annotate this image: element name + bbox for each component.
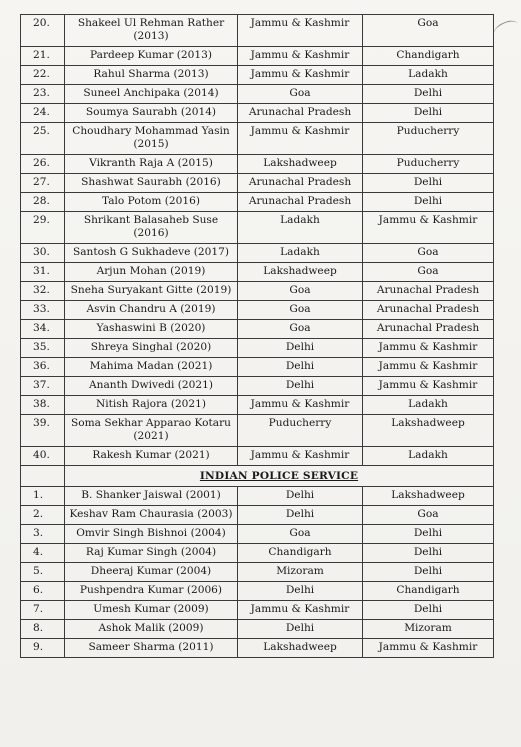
to-cadre-cell: Jammu & Kashmir	[363, 639, 494, 658]
from-cadre-cell: Arunachal Pradesh	[238, 174, 363, 193]
section-header-row	[21, 466, 494, 487]
from-cadre-cell: Delhi	[238, 620, 363, 639]
serial-number-cell: 33.	[21, 301, 65, 320]
to-cadre-cell: Delhi	[363, 85, 494, 104]
to-cadre-cell: Goa	[363, 263, 494, 282]
serial-number-cell: 39.	[21, 415, 65, 447]
officer-name-cell: Omvir Singh Bishnoi (2004)	[65, 525, 238, 544]
officer-name-cell: Rahul Sharma (2013)	[65, 66, 238, 85]
officer-name-cell: Soumya Saurabh (2014)	[65, 104, 238, 123]
to-cadre-cell: Mizoram	[363, 620, 494, 639]
table-row	[21, 415, 494, 447]
table-row	[21, 620, 494, 639]
serial-number-cell: 20.	[21, 15, 65, 47]
from-cadre-cell: Delhi	[238, 358, 363, 377]
table-row	[21, 544, 494, 563]
table-row	[21, 104, 494, 123]
serial-number-cell: 9.	[21, 639, 65, 658]
to-cadre-cell: Delhi	[363, 544, 494, 563]
to-cadre-cell: Puducherry	[363, 155, 494, 174]
table-row	[21, 15, 494, 47]
officer-name-cell: Ananth Dwivedi (2021)	[65, 377, 238, 396]
table-row	[21, 244, 494, 263]
serial-number-cell: 29.	[21, 212, 65, 244]
to-cadre-cell: Puducherry	[363, 123, 494, 155]
table-row	[21, 339, 494, 358]
to-cadre-cell: Chandigarh	[363, 47, 494, 66]
table-row	[21, 377, 494, 396]
officer-name-cell: Mahima Madan (2021)	[65, 358, 238, 377]
from-cadre-cell: Lakshadweep	[238, 263, 363, 282]
table-row	[21, 282, 494, 301]
to-cadre-cell: Ladakh	[363, 66, 494, 85]
officer-name-cell: Shakeel Ul Rehman Rather (2013)	[65, 15, 238, 47]
officer-name-cell: Suneel Anchipaka (2014)	[65, 85, 238, 104]
serial-number-cell: 3.	[21, 525, 65, 544]
serial-number-cell: 25.	[21, 123, 65, 155]
from-cadre-cell: Delhi	[238, 377, 363, 396]
to-cadre-cell: Ladakh	[363, 396, 494, 415]
serial-number-cell: 26.	[21, 155, 65, 174]
section-blank-cell	[21, 466, 65, 487]
serial-number-cell: 27.	[21, 174, 65, 193]
serial-number-cell: 22.	[21, 66, 65, 85]
to-cadre-cell: Delhi	[363, 601, 494, 620]
table-row	[21, 174, 494, 193]
officer-name-cell: Nitish Rajora (2021)	[65, 396, 238, 415]
to-cadre-cell: Delhi	[363, 193, 494, 212]
from-cadre-cell: Ladakh	[238, 244, 363, 263]
table-row	[21, 601, 494, 620]
from-cadre-cell: Goa	[238, 301, 363, 320]
from-cadre-cell: Jammu & Kashmir	[238, 601, 363, 620]
serial-number-cell: 35.	[21, 339, 65, 358]
from-cadre-cell: Delhi	[238, 506, 363, 525]
serial-number-cell: 34.	[21, 320, 65, 339]
from-cadre-cell: Ladakh	[238, 212, 363, 244]
from-cadre-cell: Jammu & Kashmir	[238, 47, 363, 66]
to-cadre-cell: Delhi	[363, 104, 494, 123]
officer-name-cell: Pushpendra Kumar (2006)	[65, 582, 238, 601]
to-cadre-cell: Arunachal Pradesh	[363, 320, 494, 339]
to-cadre-cell: Lakshadweep	[363, 487, 494, 506]
to-cadre-cell: Jammu & Kashmir	[363, 377, 494, 396]
officer-name-cell: Ashok Malik (2009)	[65, 620, 238, 639]
from-cadre-cell: Arunachal Pradesh	[238, 104, 363, 123]
table-row	[21, 155, 494, 174]
table-row	[21, 447, 494, 466]
serial-number-cell: 8.	[21, 620, 65, 639]
table-row	[21, 487, 494, 506]
to-cadre-cell: Delhi	[363, 525, 494, 544]
from-cadre-cell: Goa	[238, 282, 363, 301]
to-cadre-cell: Ladakh	[363, 447, 494, 466]
officer-name-cell: Talo Potom (2016)	[65, 193, 238, 212]
from-cadre-cell: Goa	[238, 525, 363, 544]
officer-name-cell: Yashaswini B (2020)	[65, 320, 238, 339]
to-cadre-cell: Delhi	[363, 563, 494, 582]
ips-rows	[21, 487, 494, 658]
to-cadre-cell: Delhi	[363, 174, 494, 193]
table-row	[21, 563, 494, 582]
serial-number-cell: 38.	[21, 396, 65, 415]
from-cadre-cell: Arunachal Pradesh	[238, 193, 363, 212]
table-row	[21, 212, 494, 244]
table-row	[21, 193, 494, 212]
table-row	[21, 396, 494, 415]
serial-number-cell: 1.	[21, 487, 65, 506]
serial-number-cell: 30.	[21, 244, 65, 263]
from-cadre-cell: Jammu & Kashmir	[238, 447, 363, 466]
table-row	[21, 123, 494, 155]
serial-number-cell: 23.	[21, 85, 65, 104]
officer-name-cell: Sameer Sharma (2011)	[65, 639, 238, 658]
serial-number-cell: 37.	[21, 377, 65, 396]
table-row	[21, 639, 494, 658]
section-title: INDIAN POLICE SERVICE	[199, 470, 359, 482]
from-cadre-cell: Puducherry	[238, 415, 363, 447]
officer-name-cell: Sneha Suryakant Gitte (2019)	[65, 282, 238, 301]
serial-number-cell: 6.	[21, 582, 65, 601]
table-row	[21, 85, 494, 104]
from-cadre-cell: Goa	[238, 320, 363, 339]
officer-name-cell: Keshav Ram Chaurasia (2003)	[65, 506, 238, 525]
officer-name-cell: Raj Kumar Singh (2004)	[65, 544, 238, 563]
to-cadre-cell: Lakshadweep	[363, 415, 494, 447]
section-title-cell	[65, 466, 494, 487]
serial-number-cell: 24.	[21, 104, 65, 123]
from-cadre-cell: Mizoram	[238, 563, 363, 582]
officer-name-cell: Shreya Singhal (2020)	[65, 339, 238, 358]
from-cadre-cell: Jammu & Kashmir	[238, 396, 363, 415]
serial-number-cell: 5.	[21, 563, 65, 582]
from-cadre-cell: Lakshadweep	[238, 155, 363, 174]
serial-number-cell: 2.	[21, 506, 65, 525]
to-cadre-cell: Goa	[363, 15, 494, 47]
serial-number-cell: 21.	[21, 47, 65, 66]
serial-number-cell: 7.	[21, 601, 65, 620]
to-cadre-cell: Jammu & Kashmir	[363, 212, 494, 244]
to-cadre-cell: Arunachal Pradesh	[363, 282, 494, 301]
serial-number-cell: 40.	[21, 447, 65, 466]
officer-name-cell: Pardeep Kumar (2013)	[65, 47, 238, 66]
officer-name-cell: Arjun Mohan (2019)	[65, 263, 238, 282]
from-cadre-cell: Jammu & Kashmir	[238, 66, 363, 85]
table-row	[21, 525, 494, 544]
table-row	[21, 301, 494, 320]
officer-name-cell: B. Shanker Jaiswal (2001)	[65, 487, 238, 506]
table-row	[21, 47, 494, 66]
to-cadre-cell: Goa	[363, 506, 494, 525]
to-cadre-cell: Goa	[363, 244, 494, 263]
serial-number-cell: 36.	[21, 358, 65, 377]
from-cadre-cell: Delhi	[238, 339, 363, 358]
officer-name-cell: Santosh G Sukhadeve (2017)	[65, 244, 238, 263]
serial-number-cell: 31.	[21, 263, 65, 282]
table-row	[21, 358, 494, 377]
officer-name-cell: Shashwat Saurabh (2016)	[65, 174, 238, 193]
to-cadre-cell: Chandigarh	[363, 582, 494, 601]
serial-number-cell: 32.	[21, 282, 65, 301]
serial-number-cell: 28.	[21, 193, 65, 212]
table-row	[21, 506, 494, 525]
officer-name-cell: Umesh Kumar (2009)	[65, 601, 238, 620]
from-cadre-cell: Goa	[238, 85, 363, 104]
officer-name-cell: Asvin Chandru A (2019)	[65, 301, 238, 320]
officer-name-cell: Choudhary Mohammad Yasin (2015)	[65, 123, 238, 155]
to-cadre-cell: Arunachal Pradesh	[363, 301, 494, 320]
from-cadre-cell: Jammu & Kashmir	[238, 15, 363, 47]
ips-section	[21, 466, 494, 487]
officer-name-cell: Vikranth Raja A (2015)	[65, 155, 238, 174]
officer-name-cell: Dheeraj Kumar (2004)	[65, 563, 238, 582]
to-cadre-cell: Jammu & Kashmir	[363, 339, 494, 358]
transfer-table	[20, 14, 494, 658]
serial-number-cell: 4.	[21, 544, 65, 563]
from-cadre-cell: Delhi	[238, 582, 363, 601]
from-cadre-cell: Lakshadweep	[238, 639, 363, 658]
table-row	[21, 263, 494, 282]
from-cadre-cell: Delhi	[238, 487, 363, 506]
to-cadre-cell: Jammu & Kashmir	[363, 358, 494, 377]
from-cadre-cell: Chandigarh	[238, 544, 363, 563]
officer-name-cell: Shrikant Balasaheb Suse (2016)	[65, 212, 238, 244]
table-row	[21, 582, 494, 601]
officer-name-cell: Rakesh Kumar (2021)	[65, 447, 238, 466]
from-cadre-cell: Jammu & Kashmir	[238, 123, 363, 155]
table-row	[21, 320, 494, 339]
table-row	[21, 66, 494, 85]
ias-rows	[21, 15, 494, 466]
officer-name-cell: Soma Sekhar Apparao Kotaru (2021)	[65, 415, 238, 447]
